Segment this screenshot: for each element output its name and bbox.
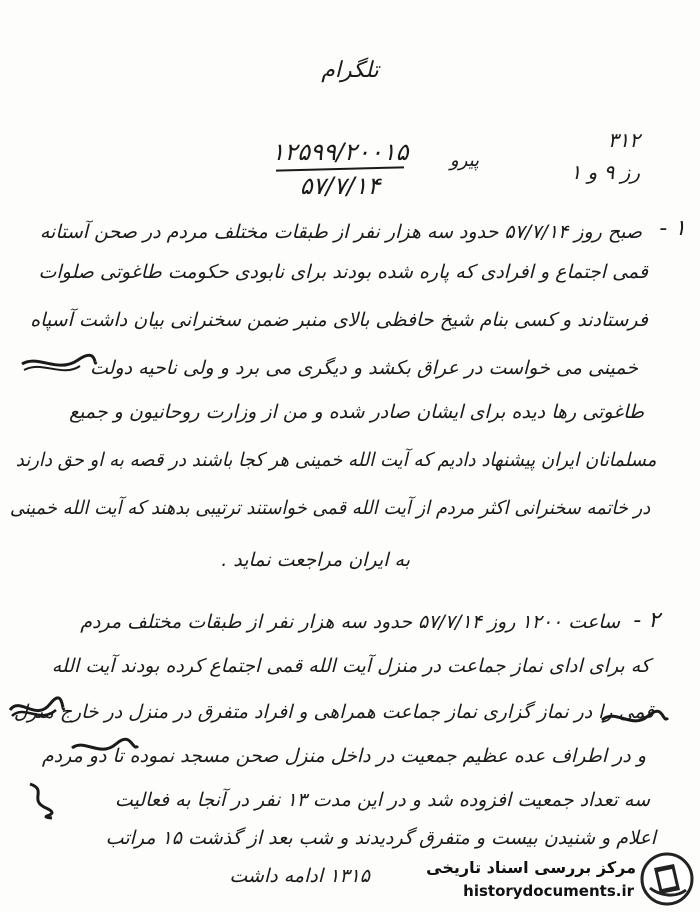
item-line: در خاتمه سخنرانی اکثر مردم از آیت الله قمی خواستند ترتیبی بدهند که آیت الله خمینی xyxy=(9,497,650,519)
reference-block xyxy=(260,128,680,208)
reference-number: ۱۲۵۹۹/۲۰۰۱۵ xyxy=(271,138,409,166)
item-line: خمینی می خواست در عراق بکشد و دیگری می برد و ولی ناحیه دولت xyxy=(90,357,638,379)
watermark-logo xyxy=(424,852,694,906)
reference-code-block xyxy=(530,124,640,188)
reference-label: پیرو xyxy=(450,150,480,171)
item-line: طاغوتی رها دیده برای ایشان صادر شده و من از وزارت روحانیون و جمیع xyxy=(69,401,644,423)
item-line: مسلمانان ایران پیشنهاد دادیم که آیت الله خمینی هر کجا باشند در قصه به او حق دارند xyxy=(15,449,656,471)
item-line: اعلام و شنیدن بیست و متفرق گردیدند و شب بعد از گذشت ۱۵ مراتب xyxy=(105,827,656,849)
watermark-site: historydocuments.ir xyxy=(463,882,634,900)
strikeout-mark xyxy=(70,736,140,760)
item-line: به ایران مراجعت نماید . xyxy=(221,549,410,571)
archive-logo-icon xyxy=(640,852,694,906)
reference-code: ۳۱۲ xyxy=(607,128,640,152)
reference-fraction xyxy=(270,138,410,200)
item-line: ساعت ۱۲۰۰ روز ۵۷/۷/۱۴ حدود سه هزار نفر از طبقات مختلف مردم xyxy=(80,611,620,633)
reference-sub: رز ۹ و ۱ xyxy=(570,160,640,184)
item-line: قمی اجتماع و افرادی که پاره شده بودند برای نابودی حکومت طاغوتی صلوات xyxy=(38,261,648,283)
reference-date: ۵۷/۷/۱۴ xyxy=(299,172,381,200)
item-line: صبح روز ۵۷/۷/۱۴ حدود سه هزار نفر از طبقات مختلف مردم در صحن آستانه xyxy=(39,221,642,243)
item-number: ۲ - xyxy=(633,608,660,633)
item-number: ۱ - xyxy=(659,216,686,241)
strikeout-mark xyxy=(6,692,66,726)
item-line: سه تعداد جمعیت افزوده شد و در این مدت ۱۳ نفر در آنجا به فعالیت xyxy=(114,789,650,811)
strikeout-mark xyxy=(24,780,58,820)
strikeout-mark xyxy=(18,350,98,380)
item-line: قمی را در نماز گزاری نماز جماعت همراهی و افراد متفرق در منزل در خارج منزل xyxy=(13,701,654,723)
document-title: تلگرام xyxy=(321,58,379,83)
strikeout-mark xyxy=(600,706,670,732)
fraction-line xyxy=(276,166,404,171)
item-line: و در اطراف عده عظیم جمعیت در داخل منزل صحن مسجد نموده تا دو مردم xyxy=(41,745,646,767)
watermark-org-name: مرکز بررسی اسناد تاریخی xyxy=(426,858,636,877)
item-line: که برای ادای نماز جماعت در منزل آیت الله قمی اجتماع کرده بودند آیت الله xyxy=(51,655,650,677)
item-line: ۱۳۱۵ ادامه داشت xyxy=(229,865,370,887)
item-line: فرستادند و کسی بنام شیخ حافظی بالای منبر ضمن سخنرانی بیان داشت آسپاه xyxy=(30,309,648,331)
